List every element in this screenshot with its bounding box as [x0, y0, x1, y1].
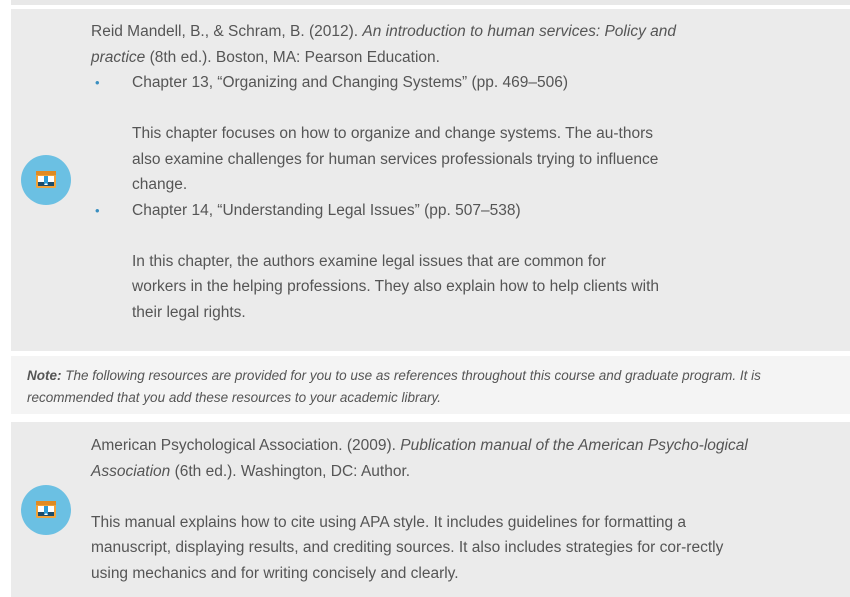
resource-description: This manual explains how to cite using APA style. It includes guidelines for formatting a manuscript, displaying results, and crediting sources. It also includes strategies for cor-rectly using mechanics and for writing concisely and clearly. — [91, 513, 724, 582]
citation-publisher: (6th ed.). Washington, DC: Author. — [170, 462, 411, 480]
chapter-list — [91, 198, 731, 224]
book-icon — [21, 485, 71, 535]
note-box — [11, 356, 850, 414]
note-body: The following resources are provided for you to use as references throughout this course and graduate program. It is recommended that you add these resources to your academic library. — [27, 368, 761, 405]
top-divider — [11, 0, 850, 5]
resource-panel-textbook — [11, 9, 850, 351]
resource-content — [91, 19, 731, 325]
chapter-description: This chapter focuses on how to organize and change systems. The au-thors also examine challenges for human services professionals trying to influence change. — [132, 125, 659, 193]
chapter-list — [91, 70, 731, 96]
citation-authors: Reid Mandell, B., & Schram, B. (2012). — [91, 23, 363, 40]
citation-title: Publication manual of the American Psycho-logical Association — [91, 437, 748, 480]
book-icon — [21, 155, 71, 205]
citation — [91, 19, 731, 70]
citation-authors: American Psychological Association. (2009). — [91, 437, 401, 454]
note-text — [27, 365, 827, 409]
chapter-description: In this chapter, the authors examine legal issues that are common for workers in the helping professions. They also explain how to help clients with their legal rights. — [132, 252, 659, 321]
citation-title: An introduction to human services: Policy and practice — [91, 23, 676, 66]
chapter-item — [91, 198, 731, 224]
citation — [91, 433, 751, 484]
bullet-icon: • — [95, 75, 100, 90]
chapter-title: Chapter 14, “Understanding Legal Issues” (pp. 507–538) — [132, 201, 521, 219]
bullet-icon: • — [95, 202, 100, 218]
chapter-item — [91, 70, 731, 96]
resource-content — [91, 433, 751, 586]
note-label: Note: — [27, 368, 62, 383]
chapter-title: Chapter 13, “Organizing and Changing Systems” (pp. 469–506) — [132, 74, 568, 91]
resource-panel-apa-manual — [11, 422, 850, 597]
citation-publisher: (8th ed.). Boston, MA: Pearson Education. — [145, 48, 440, 66]
